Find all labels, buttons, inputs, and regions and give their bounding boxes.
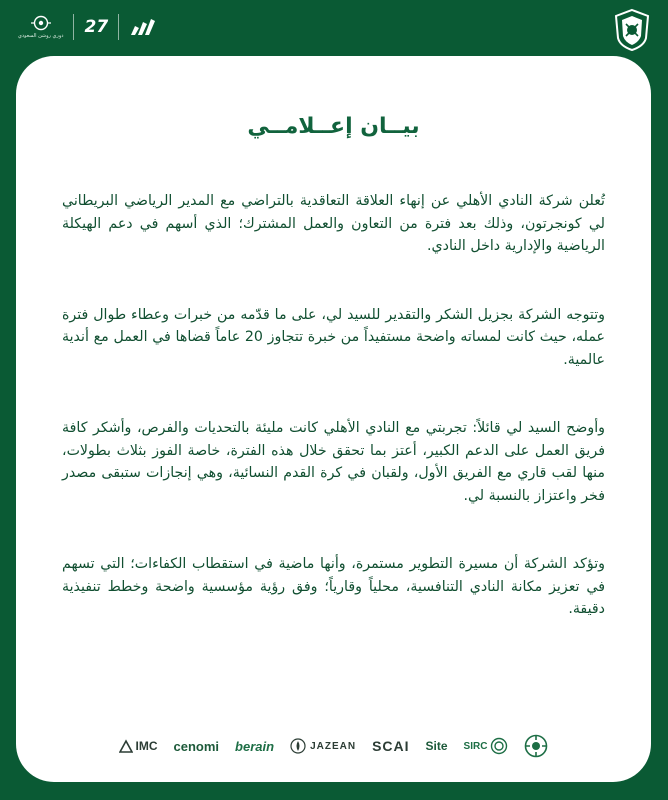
sirc-emblem-icon [490, 737, 508, 755]
statement-card [16, 56, 651, 782]
header-bar [0, 0, 668, 58]
roshn-emblem-icon [28, 15, 54, 31]
scai-logo [372, 738, 409, 754]
roshn-league-caption: دوري روشن السعودي [18, 33, 64, 39]
spl-27-logo [84, 18, 108, 36]
spl-27-badge: 27 [84, 17, 109, 37]
jazeean-logo [290, 738, 356, 754]
header-sponsor-logos [18, 14, 155, 40]
league-emblem-icon [524, 734, 548, 758]
al-ahli-crest-icon [612, 8, 652, 52]
sirc-text: SIRC [463, 740, 488, 752]
imc-logo [119, 739, 158, 753]
roshn-league-logo [18, 15, 63, 39]
statement-body [62, 190, 605, 667]
header-divider [118, 14, 119, 40]
header-divider [73, 14, 74, 40]
scai-text: SCAI [372, 738, 410, 754]
site-logo [426, 739, 448, 753]
sirc-logo [464, 737, 509, 755]
statement-paragraph: تُعلن شركة النادي الأهلي عن إنهاء العلاقة التعاقدية بالتراضي مع المدير الرياضي البريطاني لي كونجرتون، وذلك بعد فترة من التعاون والعمل المشترك؛ الذي أسهم في دعم الهيكلة الرياضية والإدارية داخل النادي. [62, 193, 605, 254]
jazeean-emblem-icon [290, 738, 306, 754]
jazeean-text: JAZEAN [310, 740, 357, 752]
imc-emblem-icon [119, 739, 133, 753]
cenomi-text: cenomi [173, 738, 220, 754]
berain-logo [235, 739, 274, 754]
statement-paragraph: وأوضح السيد لي قائلاً: تجربتي مع النادي الأهلي كانت مليئة بالتحديات والفرص، وأشكر كافة فريق العمل على الدعم الكبير، أعتز بما تحقق خلال هذه الفترة، خاصة الفوز بثلاث بطولات، منها لقب قاري مع الفريق الأول، ولقبان في كرة القدم النسائية، وهي إنجازات ستبقى مصدر فخر واعتزاز بالنسبة لي. [62, 420, 605, 504]
statement-paragraph: وتؤكد الشركة أن مسيرة التطوير مستمرة، وأنها ماضية في استقطاب الكفاءات؛ التي تسهم في تعزيز مكانة النادي التنافسية، محلياً وقارياً؛ وفق رؤية مؤسسية واضحة وخطط تنفيذية دقيقة. [62, 556, 605, 617]
statement-paragraph: وتتوجه الشركة بجزيل الشكر والتقدير للسيد لي، على ما قدّمه من خبرات وعطاء طوال فترة عمله، حيث كانت لمساته واضحة مستفيداً من خبرة تتجاوز 20 عاماً قضاها في العمل مع أندية عالمية. [62, 306, 605, 368]
site-text: Site [425, 739, 448, 753]
adidas-logo-icon [129, 18, 155, 36]
berain-text: berain [235, 738, 275, 754]
imc-text: IMC [135, 739, 158, 753]
statement-title: بيــان إعــلامــي [247, 114, 420, 139]
sponsor-logo-row [16, 726, 651, 766]
cenomi-logo [174, 739, 220, 754]
